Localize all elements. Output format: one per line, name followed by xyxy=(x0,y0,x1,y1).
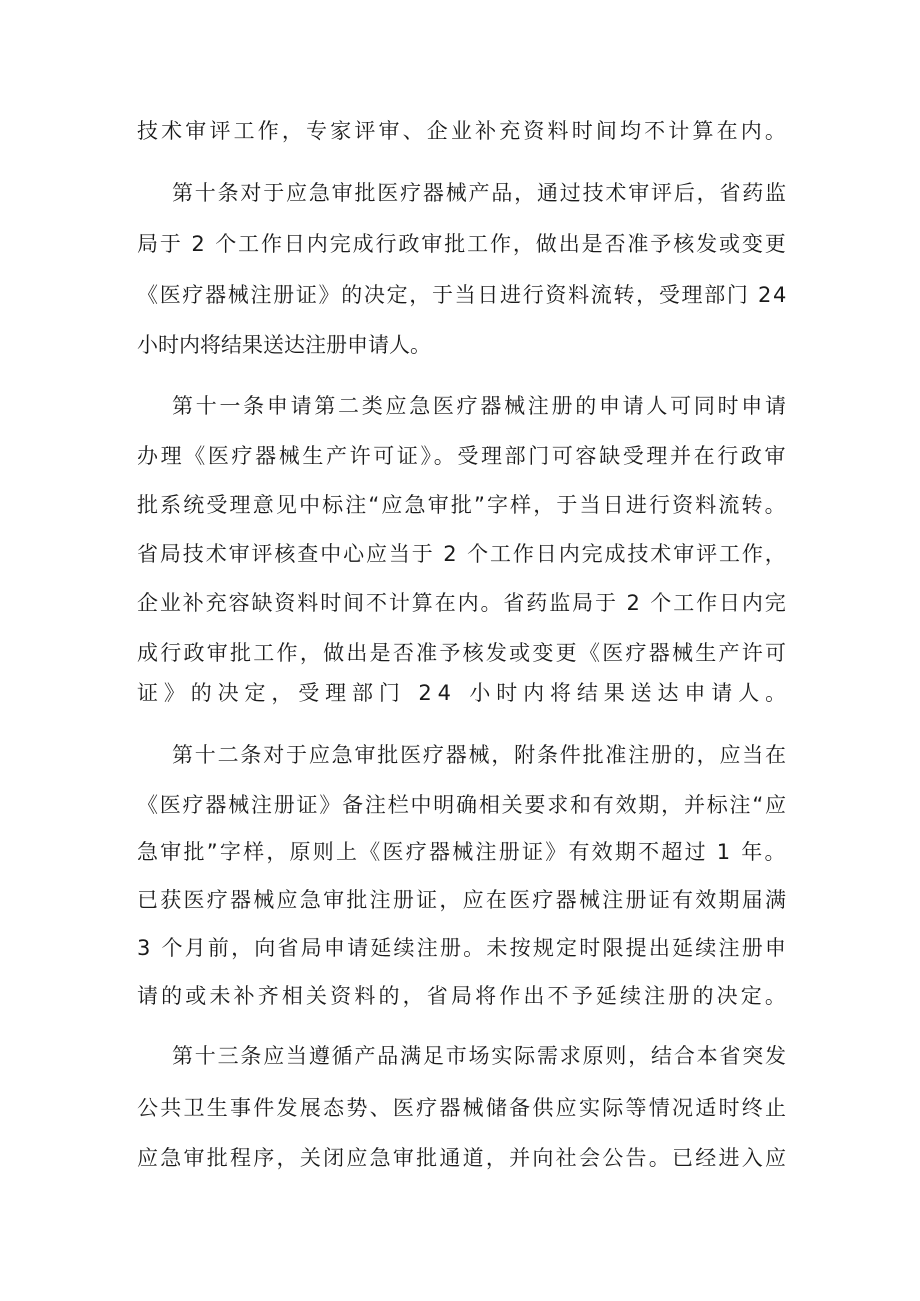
text-line: 成行政审批工作，做出是否准予核发或变更《医疗器械生产许可 xyxy=(137,641,789,665)
text-line: 急审批”字样，原则上《医疗器械注册证》有效期不超过 1 年。 xyxy=(137,840,788,864)
text-line: 小时内将结果送达注册申请人。 xyxy=(137,333,431,357)
text-line: 证》的决定，受理部门 24 小时内将结果送达申请人。 xyxy=(137,681,792,705)
text-line: 局于 2 个工作日内完成行政审批工作，做出是否准予核发或变更 xyxy=(137,232,788,256)
text-line: 应急审批程序，关闭应急审批通道，并向社会公告。已经进入应 xyxy=(137,1146,789,1170)
text-line: 3 个月前，向省局申请延续注册。未按规定时限提出延续注册申 xyxy=(137,936,789,960)
text-line: 第十一条申请第二类应急医疗器械注册的申请人可同时申请 xyxy=(172,394,789,418)
text-line: 企业补充容缺资料时间不计算在内。省药监局于 2 个工作日内完 xyxy=(137,591,788,615)
text-line: 技术审评工作，专家评审、企业补充资料时间均不计算在内。 xyxy=(137,119,790,143)
text-line: 批系统受理意见中标注“应急审批”字样，于当日进行资料流转。 xyxy=(137,493,788,517)
text-line: 第十二条对于应急审批医疗器械，附条件批准注册的，应当在 xyxy=(172,743,788,767)
text-line: 请的或未补齐相关资料的，省局将作出不予延续注册的决定。 xyxy=(137,984,790,1008)
text-line: 第十条对于应急审批医疗器械产品，通过技术审评后，省药监 xyxy=(172,181,788,205)
text-line: 已获医疗器械应急审批注册证，应在医疗器械注册证有效期届满 xyxy=(137,888,789,912)
text-line: 办理《医疗器械生产许可证》。受理部门可容缺受理并在行政审 xyxy=(137,444,789,468)
text-line: 公共卫生事件发展态势、医疗器械储备供应实际等情况适时终止 xyxy=(137,1096,789,1120)
text-line: 《医疗器械注册证》备注栏中明确相关要求和有效期，并标注“应 xyxy=(137,793,788,817)
text-line: 省局技术审评核查中心应当于 2 个工作日内完成技术审评工作， xyxy=(137,542,788,566)
text-line: 第十三条应当遵循产品满足市场实际需求原则，结合本省突发 xyxy=(172,1044,788,1068)
text-line: 《医疗器械注册证》的决定，于当日进行资料流转，受理部门 24 xyxy=(137,283,789,307)
